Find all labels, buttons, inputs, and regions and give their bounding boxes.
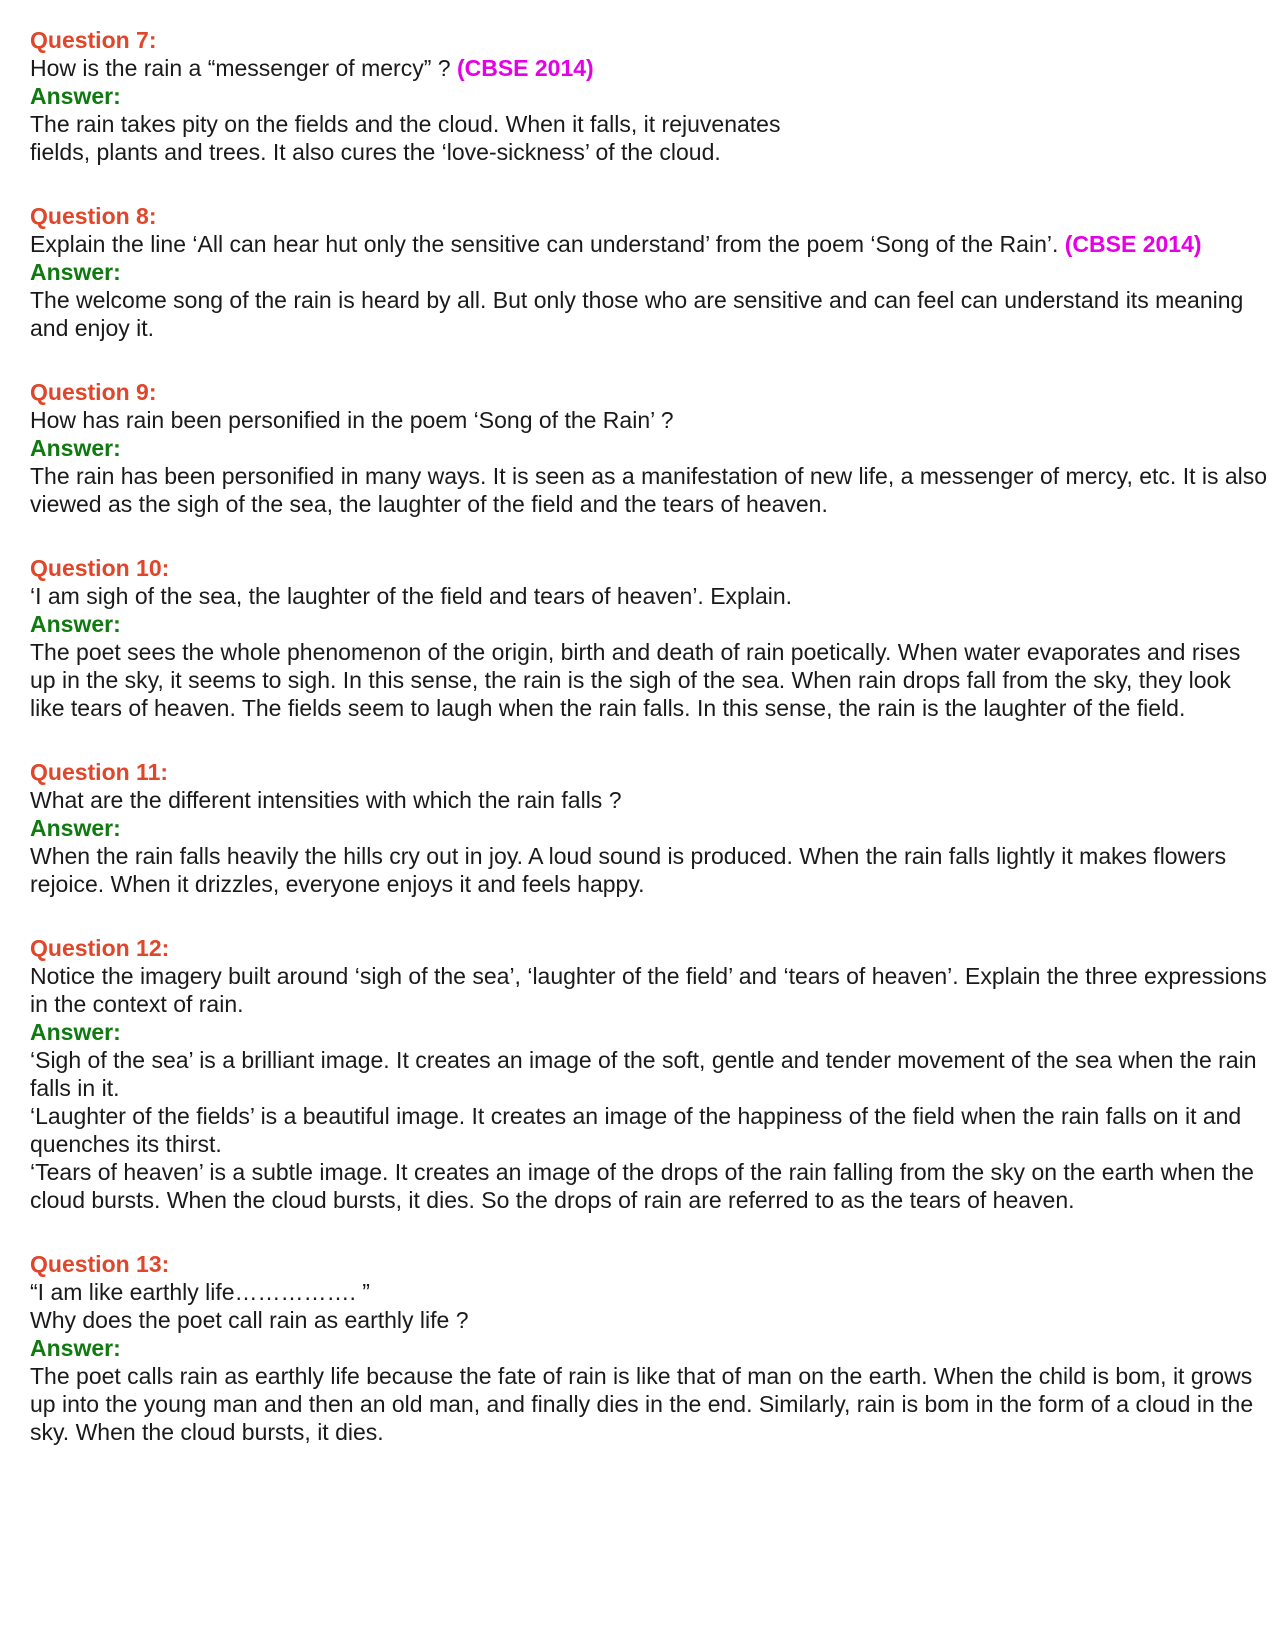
question-text: [30, 54, 1270, 82]
answer-paragraph: ‘Tears of heaven’ is a subtle image. It creates an image of the drops of the rain falling from the sky on the earth when the cloud bursts. When the cloud bursts, it dies. So the drops of rain are referred to as the tears of heaven.: [30, 1159, 1261, 1213]
question-text: [30, 582, 1270, 610]
qa-block-8: [30, 202, 1270, 342]
question-body: ‘I am sigh of the sea, the laughter of the field and tears of heaven’. Explain.: [30, 583, 793, 609]
qa-block-9: [30, 378, 1274, 518]
document-page: [30, 26, 1274, 1482]
answer-text: [30, 1362, 1270, 1446]
answer-paragraph: ‘Sigh of the sea’ is a brilliant image. It creates an image of the soft, gentle and tender movement of the sea when the rain falls in it.: [30, 1047, 1263, 1101]
answer-text: [30, 1046, 1270, 1214]
answer-paragraph: The poet calls rain as earthly life because the fate of rain is like that of man on the earth. When the child is bom, it grows up into the young man and then an old man, and finally dies in the end. Similarly, rain is bom in the form of a cloud in the sky. When the cloud bursts, it dies.: [30, 1363, 1260, 1445]
answer-text: [30, 110, 1270, 166]
answer-label: Answer:: [30, 1019, 121, 1045]
answer-label: Answer:: [30, 611, 121, 637]
question-label: Question 13:: [30, 1251, 170, 1277]
qa-block-13: [30, 1250, 1270, 1446]
question-label: Question 7:: [30, 27, 157, 53]
question-body: Explain the line ‘All can hear hut only the sensitive can understand’ from the poem ‘Song of the Rain’.: [30, 231, 1065, 257]
qa-block-11: [30, 758, 1270, 898]
source-tag: (CBSE 2014): [1064, 231, 1202, 257]
question-body: Notice the imagery built around ‘sigh of the sea’, ‘laughter of the field’ and ‘tears of heaven’. Explain the three expressions in the context of rain.: [30, 963, 1274, 1017]
question-text: [30, 786, 1270, 814]
question-body: “I am like earthly life……………. ” Why does the poet call rain as earthly life ?: [30, 1279, 469, 1333]
answer-paragraph: The rain takes pity on the fields and the cloud. When it falls, it rejuvenates fields, plants and trees. It also cures the ‘love-sickness’ of the cloud.: [30, 111, 781, 165]
answer-text: [30, 842, 1270, 898]
answer-text: [30, 462, 1274, 518]
answer-paragraph: The welcome song of the rain is heard by all. But only those who are sensitive and can feel can understand its meaning and enjoy it.: [30, 287, 1250, 341]
qa-block-12: [30, 934, 1274, 1214]
question-text: [30, 962, 1274, 1018]
question-label: Question 8:: [30, 203, 157, 229]
question-body: How has rain been personified in the poem ‘Song of the Rain’ ?: [30, 407, 674, 433]
question-label: Question 12:: [30, 935, 170, 961]
answer-label: Answer:: [30, 815, 121, 841]
answer-paragraph: When the rain falls heavily the hills cry out in joy. A loud sound is produced. When the rain falls lightly it makes flowers rejoice. When it drizzles, everyone enjoys it and feels happy.: [30, 843, 1233, 897]
answer-paragraph: The rain has been personified in many ways. It is seen as a manifestation of new life, a messenger of mercy, etc. It is also viewed as the sigh of the sea, the laughter of the field and the tears of heaven.: [30, 463, 1274, 517]
question-label: Question 10:: [30, 555, 170, 581]
answer-label: Answer:: [30, 83, 121, 109]
qa-block-10: [30, 554, 1270, 722]
source-tag: (CBSE 2014): [456, 55, 594, 81]
question-text: [30, 1278, 1270, 1334]
question-body: How is the rain a “messenger of mercy” ?: [30, 55, 457, 81]
answer-label: Answer:: [30, 435, 121, 461]
answer-label: Answer:: [30, 259, 121, 285]
answer-label: Answer:: [30, 1335, 121, 1361]
qa-block-7: [30, 26, 1270, 166]
question-body: What are the different intensities with which the rain falls ?: [30, 787, 622, 813]
answer-paragraph: ‘Laughter of the fields’ is a beautiful image. It creates an image of the happiness of the field when the rain falls on it and quenches its thirst.: [30, 1103, 1248, 1157]
question-label: Question 9:: [30, 379, 157, 405]
question-label: Question 11:: [30, 759, 169, 785]
answer-text: [30, 286, 1270, 342]
answer-text: [30, 638, 1270, 722]
question-text: [30, 406, 1270, 434]
answer-paragraph: The poet sees the whole phenomenon of the origin, birth and death of rain poetically. When water evaporates and rises up in the sky, it seems to sigh. In this sense, the rain is the sigh of the sea. When rain drops fall from the sky, they look like tears of heaven. The fields seem to laugh when the rain falls. In this sense, the rain is the laughter of the field.: [30, 639, 1247, 721]
question-text: [30, 230, 1270, 258]
